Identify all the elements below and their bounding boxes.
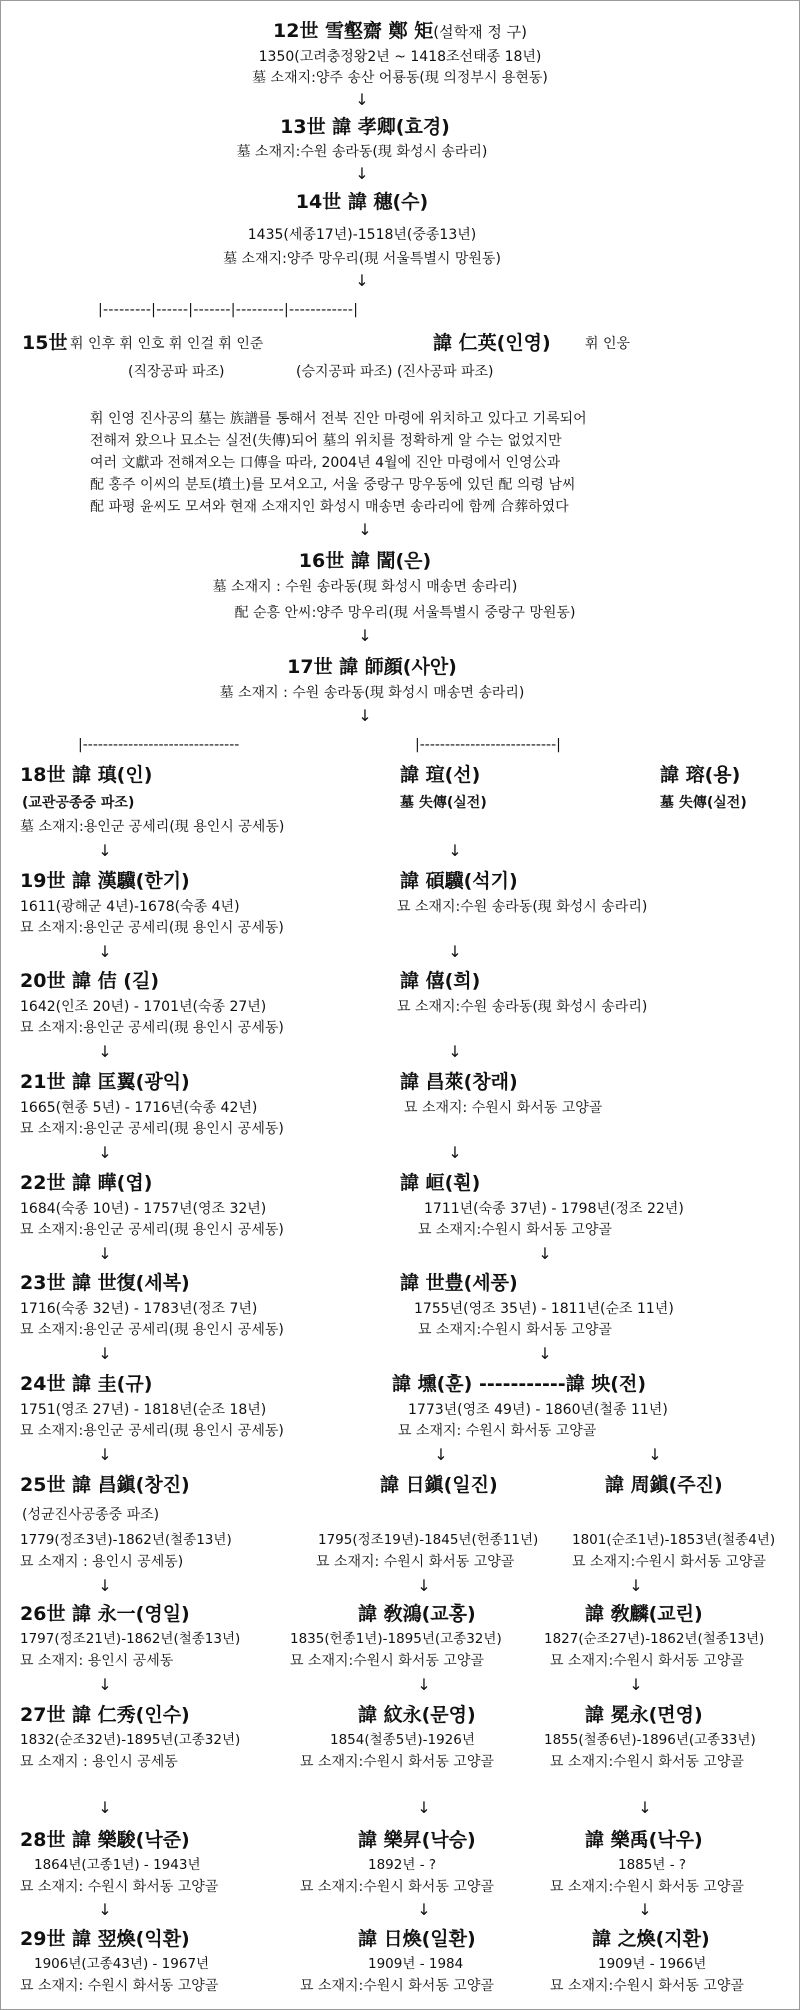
note-line-2: 전해져 왔으나 묘소는 실전(失傳)되어 墓의 위치를 정확하게 알 수는 없었지만	[90, 433, 562, 449]
left-25-tomb: 묘 소재지 : 용인시 공세동)	[20, 1554, 184, 1570]
mid-21-tomb: 묘 소재지: 수원시 화서동 고양골	[404, 1100, 603, 1116]
mid-24-title: 諱 壎(훈) -----------諱 坱(전)	[392, 1373, 647, 1395]
left-24-tomb: 묘 소재지:용인군 공세리(現 용인시 공세동)	[20, 1423, 284, 1439]
gen14-title: 14世 諱 穗(수)	[295, 191, 429, 213]
gen15-branch-a: (직장공파 파조)	[128, 364, 225, 380]
mid-29-tomb: 묘 소재지:수원시 화서동 고양골	[300, 1978, 494, 1994]
arrow-down: ↓	[355, 271, 369, 290]
right-25-dates: 1801(순조1년)-1853년(철종4년)	[572, 1532, 776, 1548]
arrow-down: ↓	[98, 1143, 112, 1162]
mid-25-dates: 1795(정조19년)-1845년(헌종11년)	[318, 1532, 539, 1548]
mid-21-title: 諱 昌萊(창래)	[400, 1071, 518, 1093]
gen16-spouse: 配 순흥 안씨:양주 망우리(現 서울특별시 중랑구 망원동)	[234, 605, 576, 621]
left-22-title: 22世 諱 曄(엽)	[20, 1172, 153, 1194]
left-24-title: 24世 諱 圭(규)	[20, 1373, 153, 1395]
left-28-title: 28世 諱 樂駿(낙준)	[20, 1829, 190, 1851]
split-dashes-right: |---------------------------|	[415, 737, 561, 753]
arrow-down: ↓	[98, 1445, 112, 1464]
gen12-dates: 1350(고려충정왕2년 ~ 1418조선태종 18년)	[258, 49, 542, 65]
mid-19-title: 諱 碩驥(석기)	[400, 870, 518, 892]
arrow-down: ↓	[358, 520, 372, 539]
arrow-down: ↓	[98, 841, 112, 860]
arrow-down: ↓	[355, 164, 369, 183]
left-27-dates: 1832(순조32년)-1895년(고종32년)	[20, 1732, 241, 1748]
left-23-title: 23世 諱 世復(세복)	[20, 1272, 190, 1294]
left-29-tomb: 묘 소재지: 수원시 화서동 고양골	[20, 1978, 219, 1994]
left-18-title: 18世 諱 瑱(인)	[20, 764, 153, 786]
arrow-down: ↓	[417, 1675, 431, 1694]
gen12-tomb: 墓 소재지:양주 송산 어룡동(現 의정부시 용현동)	[252, 70, 548, 86]
left-25-title: 25世 諱 昌鎭(창진)	[20, 1474, 190, 1496]
arrow-down: ↓	[98, 1042, 112, 1061]
right-26-dates: 1827(순조27년)-1862년(철종13년)	[544, 1631, 765, 1647]
left-18-sub: (교관공종중 파조)	[22, 795, 135, 811]
mid-28-dates: 1892년 - ?	[368, 1857, 437, 1873]
arrow-down: ↓	[98, 1900, 112, 1919]
gen15-names: 휘 인후 휘 인호 휘 인걸 휘 인준	[70, 336, 264, 352]
left-20-tomb: 묘 소재지:용인군 공세리(現 용인시 공세동)	[20, 1020, 284, 1036]
gen15-main: 諱 仁英(인영)	[433, 332, 551, 354]
note-line-1: 휘 인영 진사공의 墓는 族譜를 통해서 전북 진안 마령에 위치하고 있다고 기록되어	[90, 411, 587, 427]
gen15-branch-dashes: |---------|------|-------|---------|------------|	[98, 302, 359, 318]
arrow-down: ↓	[629, 1675, 643, 1694]
left-27-tomb: 묘 소재지 : 용인시 공세동	[20, 1754, 178, 1770]
left-21-title: 21世 諱 匡翼(광익)	[20, 1071, 190, 1093]
arrow-down: ↓	[434, 1445, 448, 1464]
left-21-tomb: 묘 소재지:용인군 공세리(現 용인시 공세동)	[20, 1121, 284, 1137]
left-22-tomb: 묘 소재지:용인군 공세리(現 용인시 공세동)	[20, 1222, 284, 1238]
left-24-dates: 1751(영조 27년) - 1818년(순조 18년)	[20, 1402, 267, 1418]
mid-22-dates: 1711년(숙종 37년) - 1798년(정조 22년)	[424, 1201, 684, 1217]
mid-26-tomb: 묘 소재지:수원시 화서동 고양골	[290, 1653, 484, 1669]
gen14-tomb: 墓 소재지:양주 망우리(現 서울특별시 망원동)	[223, 251, 501, 267]
arrow-down: ↓	[417, 1576, 431, 1595]
left-19-dates: 1611(광해군 4년)-1678(숙종 4년)	[20, 899, 240, 915]
right-26-title: 諱 敎麟(교린)	[585, 1603, 703, 1625]
gen16-title: 16世 諱 誾(은)	[298, 550, 432, 572]
mid-19-tomb: 묘 소재지:수원 송라동(現 화성시 송라리)	[397, 899, 648, 915]
mid-24-tomb: 묘 소재지: 수원시 화서동 고양골	[398, 1423, 597, 1439]
arrow-down: ↓	[98, 942, 112, 961]
right-29-tomb: 묘 소재지:수원시 화서동 고양골	[550, 1978, 744, 1994]
mid-28-tomb: 묘 소재지:수원시 화서동 고양골	[300, 1879, 494, 1895]
gen15-branch-b: (승지공파 파조) (진사공파 파조)	[296, 364, 494, 380]
note-line-3: 여러 文獻과 전해져오는 口傳을 따라, 2004년 4월에 진안 마령에서 인영公과	[90, 455, 561, 471]
right-18-title: 諱 瑢(용)	[660, 764, 741, 786]
left-26-title: 26世 諱 永一(영일)	[20, 1603, 190, 1625]
right-26-tomb: 묘 소재지:수원시 화서동 고양골	[550, 1653, 744, 1669]
arrow-down: ↓	[448, 1143, 462, 1162]
arrow-down: ↓	[358, 706, 372, 725]
gen14-dates: 1435(세종17년)-1518년(중종13년)	[247, 227, 477, 243]
left-19-tomb: 묘 소재지:용인군 공세리(現 용인시 공세동)	[20, 920, 284, 936]
left-26-dates: 1797(정조21년)-1862년(철종13년)	[20, 1631, 241, 1647]
arrow-down: ↓	[448, 841, 462, 860]
note-line-5: 配 파평 윤씨도 모셔와 현재 소재지인 화성시 매송면 송라리에 함께 合葬하였다	[90, 499, 569, 515]
left-25-sub: (성균진사공종중 파조)	[22, 1507, 160, 1523]
arrow-down: ↓	[538, 1244, 552, 1263]
left-22-dates: 1684(숙종 10년) - 1757년(영조 32년)	[20, 1201, 267, 1217]
mid-25-title: 諱 日鎭(일진)	[380, 1474, 498, 1496]
right-27-title: 諱 冕永(면영)	[585, 1704, 703, 1726]
right-27-tomb: 묘 소재지:수원시 화서동 고양골	[550, 1754, 744, 1770]
left-29-title: 29世 諱 翌煥(익환)	[20, 1928, 190, 1950]
left-28-dates: 1864년(고종1년) - 1943년	[34, 1857, 201, 1873]
left-20-dates: 1642(인조 20년) - 1701년(숙종 27년)	[20, 999, 267, 1015]
mid-22-title: 諱 峘(훤)	[400, 1172, 481, 1194]
left-26-tomb: 묘 소재지: 용인시 공세동	[20, 1653, 174, 1669]
mid-23-title: 諱 世豊(세풍)	[400, 1272, 518, 1294]
left-21-dates: 1665(현종 5년) - 1716년(숙종 42년)	[20, 1100, 258, 1116]
left-23-dates: 1716(숙종 32년) - 1783년(정조 7년)	[20, 1301, 258, 1317]
right-18-sub: 墓 失傳(실전)	[660, 795, 747, 811]
gen13-title: 13世 諱 孝卿(효경)	[280, 116, 450, 138]
mid-27-title: 諱 紋永(문영)	[358, 1704, 476, 1726]
arrow-down: ↓	[417, 1798, 431, 1817]
mid-20-title: 諱 僖(희)	[400, 970, 481, 992]
gen15-last: 휘 인웅	[585, 336, 631, 352]
left-27-title: 27世 諱 仁秀(인수)	[20, 1704, 190, 1726]
right-29-title: 諱 之煥(지환)	[592, 1928, 710, 1950]
left-28-tomb: 묘 소재지: 수원시 화서동 고양골	[20, 1879, 219, 1895]
note-line-4: 配 홍주 이씨의 분토(墳土)를 모셔오고, 서울 중랑구 망우동에 있던 配 의령 남씨	[90, 477, 576, 493]
mid-22-tomb: 묘 소재지:수원시 화서동 고양골	[418, 1222, 612, 1238]
arrow-down: ↓	[448, 942, 462, 961]
arrow-down: ↓	[448, 1042, 462, 1061]
right-29-dates: 1909년 - 1966년	[598, 1956, 707, 1972]
arrow-down: ↓	[638, 1798, 652, 1817]
arrow-down: ↓	[98, 1244, 112, 1263]
arrow-down: ↓	[358, 626, 372, 645]
right-25-tomb: 묘 소재지:수원시 화서동 고양골	[572, 1554, 766, 1570]
gen13-tomb: 墓 소재지:수원 송라동(現 화성시 송라리)	[236, 144, 488, 160]
left-18-tomb: 墓 소재지:용인군 공세리(現 용인시 공세동)	[20, 819, 285, 835]
right-28-dates: 1885년 - ?	[618, 1857, 687, 1873]
mid-20-tomb: 묘 소재지:수원 송라동(現 화성시 송라리)	[397, 999, 648, 1015]
left-20-title: 20世 諱 佶 (길)	[20, 970, 160, 992]
arrow-down: ↓	[538, 1344, 552, 1363]
mid-27-dates: 1854(철종5년)-1926년	[330, 1732, 475, 1748]
mid-26-title: 諱 敎鴻(교홍)	[358, 1603, 476, 1625]
left-29-dates: 1906년(고종43년) - 1967년	[34, 1956, 210, 1972]
right-25-title: 諱 周鎭(주진)	[605, 1474, 723, 1496]
arrow-down: ↓	[417, 1900, 431, 1919]
arrow-down: ↓	[638, 1900, 652, 1919]
gen17-title: 17世 諱 師顔(사안)	[287, 656, 457, 678]
mid-24-dates: 1773년(영조 49년) - 1860년(철종 11년)	[408, 1402, 668, 1418]
mid-27-tomb: 묘 소재지:수원시 화서동 고양골	[300, 1754, 494, 1770]
mid-18-sub: 墓 失傳(실전)	[400, 795, 487, 811]
mid-26-dates: 1835(헌종1년)-1895년(고종32년)	[290, 1631, 502, 1647]
right-28-tomb: 묘 소재지:수원시 화서동 고양골	[550, 1879, 744, 1895]
arrow-down: ↓	[98, 1798, 112, 1817]
arrow-down: ↓	[98, 1675, 112, 1694]
arrow-down: ↓	[98, 1576, 112, 1595]
mid-28-title: 諱 樂昇(낙승)	[358, 1829, 476, 1851]
split-dashes-left: |-------------------------------	[78, 737, 240, 753]
left-23-tomb: 묘 소재지:용인군 공세리(現 용인시 공세동)	[20, 1322, 284, 1338]
gen15-label: 15世	[22, 332, 68, 354]
gen17-tomb: 墓 소재지 : 수원 송라동(現 화성시 매송면 송라리)	[219, 685, 525, 701]
left-19-title: 19世 諱 漢驥(한기)	[20, 870, 190, 892]
mid-18-title: 諱 瑄(선)	[400, 764, 481, 786]
arrow-down: ↓	[629, 1576, 643, 1595]
right-28-title: 諱 樂禹(낙우)	[585, 1829, 703, 1851]
arrow-down: ↓	[355, 90, 369, 109]
mid-23-dates: 1755년(영조 35년) - 1811년(순조 11년)	[414, 1301, 674, 1317]
gen12-title: 12世 雪壑齋 鄭 矩(설학재 정 구)	[273, 20, 527, 42]
right-27-dates: 1855(철종6년)-1896년(고종33년)	[544, 1732, 756, 1748]
arrow-down: ↓	[648, 1445, 662, 1464]
arrow-down: ↓	[98, 1344, 112, 1363]
mid-25-tomb: 묘 소재지: 수원시 화서동 고양골	[316, 1554, 515, 1570]
gen16-tomb: 墓 소재지 : 수원 송라동(現 화성시 매송면 송라리)	[212, 579, 518, 595]
mid-29-title: 諱 日煥(일환)	[358, 1928, 476, 1950]
mid-23-tomb: 묘 소재지:수원시 화서동 고양골	[418, 1322, 612, 1338]
mid-29-dates: 1909년 - 1984	[368, 1956, 464, 1972]
left-25-dates: 1779(정조3년)-1862년(철종13년)	[20, 1532, 232, 1548]
